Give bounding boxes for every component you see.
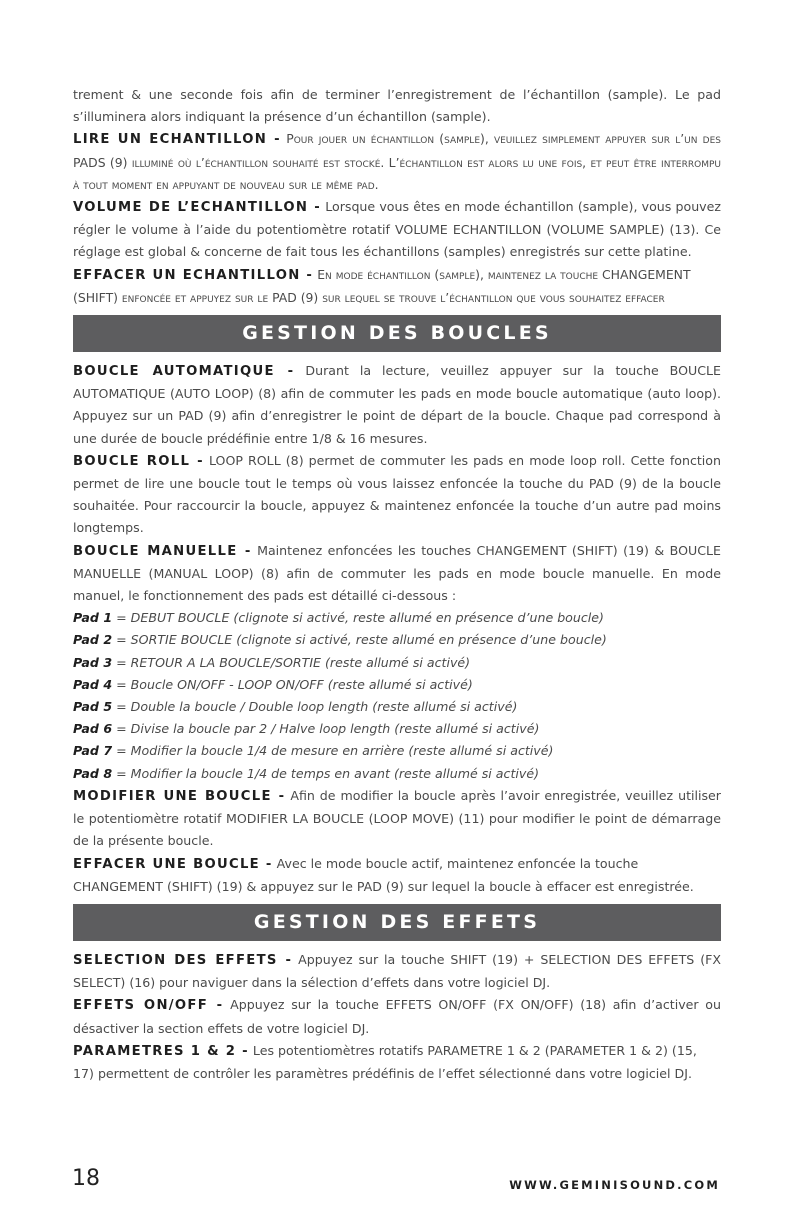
pad-label: Pad 1 [73, 610, 113, 626]
banner-gestion-effets: GESTION DES EFFETS [73, 904, 721, 941]
effets-onoff-paragraph [73, 994, 721, 1039]
pad-text: = Double la boucle / Double loop length (reste allumé si activé) [116, 699, 518, 715]
effets-onoff-heading: EFFETS ON/OFF - [73, 998, 224, 1014]
effacer-sample-body: En mode échantillon (sample), maintenez la touche CHANGEMENT (SHIFT) enfoncée et appuyez sur le PAD (9) sur lequel se trouve l’échantillon que vous souhaitez effacer [73, 266, 691, 305]
volume-paragraph [73, 196, 721, 264]
pad-label: Pad 2 [73, 632, 113, 648]
pad-text: = DEBUT BOUCLE (clignote si activé, reste allumé en présence d’une boucle) [116, 610, 604, 626]
page-content [73, 84, 721, 1085]
selection-effets-paragraph [73, 949, 721, 994]
pad-label: Pad 3 [73, 654, 113, 670]
list-item [73, 718, 721, 740]
pad-text: = Divise la boucle par 2 / Halve loop length (reste allumé si activé) [116, 721, 540, 737]
parametres-heading: PARAMETRES 1 & 2 - [73, 1043, 249, 1059]
effets-onoff-body: Appuyez sur la touche EFFETS ON/OFF (FX ON/OFF) (18) afin d’activer ou désactiver la section effets de votre logiciel DJ. [73, 997, 721, 1036]
volume-body: Lorsque vous êtes en mode échantillon (sample), vous pouvez régler le volume à l’aide du potentiomètre rotatif VOLUME ECHANTILLON (VOLUME SAMPLE) (13). Ce réglage est global & concerne de fait tous les échantillons (samples) enregistrés sur cette platine. [73, 199, 721, 260]
effacer-boucle-paragraph [73, 853, 721, 898]
parametres-body: Les potentiomètres rotatifs PARAMETRE 1 & 2 (PARAMETER 1 & 2) (15, 17) permettent de contrôler les paramètres prédéfinis de l’effet sélectionné dans votre logiciel DJ. [73, 1042, 697, 1081]
pad-text: = Boucle ON/OFF - LOOP ON/OFF (reste allumé si activé) [116, 676, 473, 692]
pad-text: = RETOUR A LA BOUCLE/SORTIE (reste allumé si activé) [116, 654, 471, 670]
parametres-paragraph [73, 1040, 721, 1085]
pad-text: = Modifier la boucle 1/4 de mesure en arrière (reste allumé si activé) [116, 743, 554, 759]
volume-heading: VOLUME DE L’ECHANTILLON - [73, 200, 322, 216]
pad-label: Pad 5 [73, 699, 113, 715]
pad-list [73, 607, 721, 785]
list-item [73, 652, 721, 674]
list-item [73, 607, 721, 629]
lire-paragraph [73, 128, 721, 196]
effacer-boucle-body: Avec le mode boucle actif, maintenez enfoncée la touche CHANGEMENT (SHIFT) (19) & appuyez sur le PAD (9) sur lequel la boucle à effacer est enregistrée. [73, 855, 694, 894]
boucle-auto-paragraph [73, 360, 721, 450]
banner-gestion-boucles: GESTION DES BOUCLES [73, 315, 721, 352]
lire-body: Pour jouer un échantillon (sample), veuillez simplement appuyer sur l’un des PADS (9) illuminé où l’échantillon souhaité est stocké. L’échantillon est alors lu une fois, et peut être interrompu à tout moment en appuyant de nouveau sur le même pad. [73, 131, 721, 192]
boucle-manuelle-heading: BOUCLE MANUELLE - [73, 543, 252, 559]
footer-url: WWW.GEMINISOUND.COM [509, 1178, 720, 1192]
boucle-auto-body: Durant la lecture, veuillez appuyer sur la touche BOUCLE AUTOMATIQUE (AUTO LOOP) (8) afin de commuter les pads en mode boucle automatique (auto loop). Appuyez sur un PAD (9) afin d’enregistrer le point de départ de la boucle. Chaque pad correspond à une durée de boucle prédéfinie entre 1/8 & 16 mesures. [73, 363, 721, 446]
effacer-sample-paragraph [73, 264, 721, 309]
pad-text: = Modifier la boucle 1/4 de temps en avant (reste allumé si activé) [116, 765, 540, 781]
pad-label: Pad 8 [73, 765, 113, 781]
page-number: 18 [72, 1166, 100, 1191]
modifier-boucle-body: Afin de modifier la boucle après l’avoir enregistrée, veuillez utiliser le potentiomètre rotatif MODIFIER LA BOUCLE (LOOP MOVE) (11) pour modifier le point de démarrage de la présente boucle. [73, 787, 721, 849]
pad-text: = SORTIE BOUCLE (clignote si activé, reste allumé en présence d’une boucle) [116, 632, 607, 648]
list-item [73, 763, 721, 785]
pad-label: Pad 7 [73, 743, 113, 759]
boucle-roll-body: LOOP ROLL (8) permet de commuter les pads en mode loop roll. Cette fonction permet de lire une boucle tout le temps où vous laissez enfoncée la touche du PAD (9) de la boucle souhaitée. Pour raccourcir la boucle, appuyez & maintenez enfoncée la touche d’un autre pad moins longtemps. [73, 452, 721, 536]
pad-label: Pad 4 [73, 676, 113, 692]
boucle-roll-heading: BOUCLE ROLL - [73, 453, 204, 469]
modifier-boucle-heading: MODIFIER UNE BOUCLE - [73, 788, 286, 804]
effacer-boucle-heading: EFFACER UNE BOUCLE - [73, 856, 273, 872]
boucle-manuelle-paragraph [73, 540, 721, 608]
selection-effets-heading: SELECTION DES EFFETS - [73, 952, 293, 968]
selection-effets-body: Appuyez sur la touche SHIFT (19) + SELECTION DES EFFETS (FX SELECT) (16) pour naviguer dans la sélection d’effets dans votre logiciel DJ. [73, 951, 721, 991]
list-item [73, 696, 721, 718]
list-item [73, 629, 721, 651]
intro-text: trement & une seconde fois afin de terminer l’enregistrement de l’échantillon (sample). Le pad s’illuminera alors indiquant la présence d’un échantillon (sample). [73, 87, 721, 125]
boucle-manuelle-body: Maintenez enfoncées les touches CHANGEMENT (SHIFT) (19) & BOUCLE MANUELLE (MANUAL LOOP) (8) afin de commuter les pads en mode boucle manuelle. En mode manuel, le fonctionnement des pads est détaillé ci-dessous : [73, 542, 721, 604]
list-item [73, 740, 721, 762]
modifier-boucle-paragraph [73, 785, 721, 853]
lire-heading: LIRE UN ECHANTILLON - [73, 132, 281, 148]
list-item [73, 674, 721, 696]
boucle-roll-paragraph [73, 450, 721, 540]
intro-paragraph [73, 84, 721, 128]
pad-label: Pad 6 [73, 721, 113, 737]
effacer-sample-heading: EFFACER UN ECHANTILLON - [73, 267, 314, 283]
boucle-auto-heading: BOUCLE AUTOMATIQUE - [73, 364, 295, 380]
